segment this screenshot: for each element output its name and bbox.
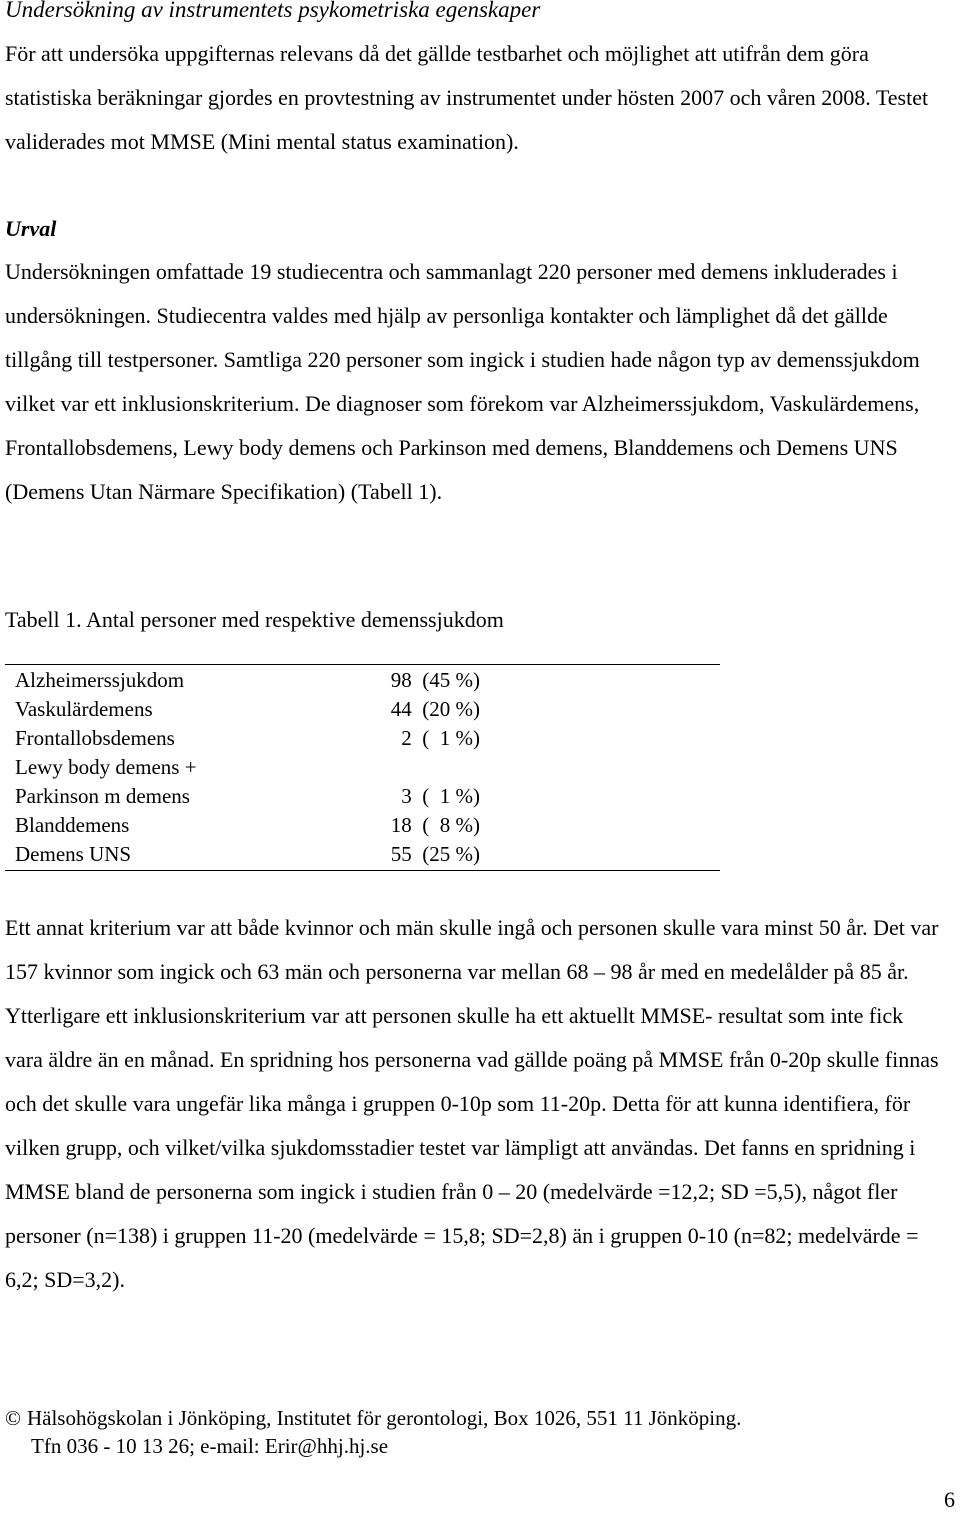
table-row-label: Alzheimerssjukdom [15,668,185,692]
page-number: 6 [944,1487,955,1512]
table-row-value: 44 (20 %) [390,697,480,721]
footer-contact: Tfn 036 - 10 13 26; e-mail: Erir@hhj.hj.se [31,1434,389,1458]
table-row [15,724,720,753]
table-row [15,695,720,724]
diagnosis-table [15,666,720,869]
copyright-icon: © [5,1406,21,1430]
table-caption: Tabell 1. Antal personer med respektive demenssjukdom [5,607,504,632]
table-top-rule [5,664,720,665]
table-row [15,753,720,782]
table-row-value: 55 (25 %) [390,842,480,866]
footer-address [5,1403,741,1433]
table-row-label: Frontallobsdemens [15,726,175,750]
table-row-label: Lewy body demens + [15,755,197,779]
table-row [15,840,720,869]
table-row [15,666,720,695]
table-row-label: Demens UNS [15,842,132,866]
table-row [15,811,720,840]
subheading-urval: Urval [5,216,57,241]
table-row [15,782,720,811]
section-heading: Undersökning av instrumentets psykometriska egenskaper [5,0,541,22]
table-row-value: 98 (45 %) [390,668,480,692]
table-row-label: Vaskulärdemens [15,697,153,721]
table-row-label: Blanddemens [15,813,130,837]
paragraph-instrument-testing: För att undersöka uppgifternas relevans då det gällde testbarhet och möjlighet att utifrån dem göra statistiska beräkningar gjordes en provtestning av instrumentet under hösten 2007 och våren 2008. Testet validerades mot MMSE (Mini mental status examination). [5,41,929,154]
paragraph-urval: Undersökningen omfattade 19 studiecentra och sammanlagt 220 personer med demens inkluderades i undersökningen. Studiecentra valdes med hjälp av personliga kontakter och lämplighet då det gällde tillgång till testpersoner. Samtliga 220 personer som ingick i studien hade någon typ av demenssjukdom vilket var ett inklusionskriterium. De diagnoser som förekom var Alzheimerssjukdom, Vaskulärdemens, Frontallobsdemens, Lewy body demens och Parkinson med demens, Blanddemens och Demens UNS (Demens Utan Närmare Specifikation) (Tabell 1). [5,259,920,504]
table-row-value: 2 ( 1 %) [401,726,480,750]
table-row-label: Parkinson m demens [15,784,190,808]
paragraph-inclusion-criteria: Ett annat kriterium var att både kvinnor och män skulle ingå och personen skulle vara minst 50 år. Det var 157 kvinnor som ingick och 63 män och personerna var mellan 68 – 98 år med en medelålder på 85 år. Ytterligare ett inklusionskriterium var att personen skulle ha ett aktuellt MMSE- resultat som inte fick vara äldre än en månad. En spridning hos personerna vad gällde poäng på MMSE från 0-20p skulle finnas och det skulle vara ungefär lika många i gruppen 0-10p som 11-20p. Detta för att kunna identifiera, för vilken grupp, och vilket/vilka sjukdomsstadier testet var lämpligt att användas. Det fanns en spridning i MMSE bland de personerna som ingick i studien från 0 – 20 (medelvärde =12,2; SD =5,5), något fler personer (n=138) i gruppen 11-20 (medelvärde = 15,8; SD=2,8) än i gruppen 0-10 (n=82; medelvärde = 6,2; SD=3,2). [5,915,939,1292]
table-row-value: 18 ( 8 %) [390,813,480,837]
table-row-value: 3 ( 1 %) [401,784,480,808]
footer-address-text: Hälsohögskolan i Jönköping, Institutet för gerontologi, Box 1026, 551 11 Jönköping. [26,1406,742,1430]
table-bottom-rule [5,870,720,871]
